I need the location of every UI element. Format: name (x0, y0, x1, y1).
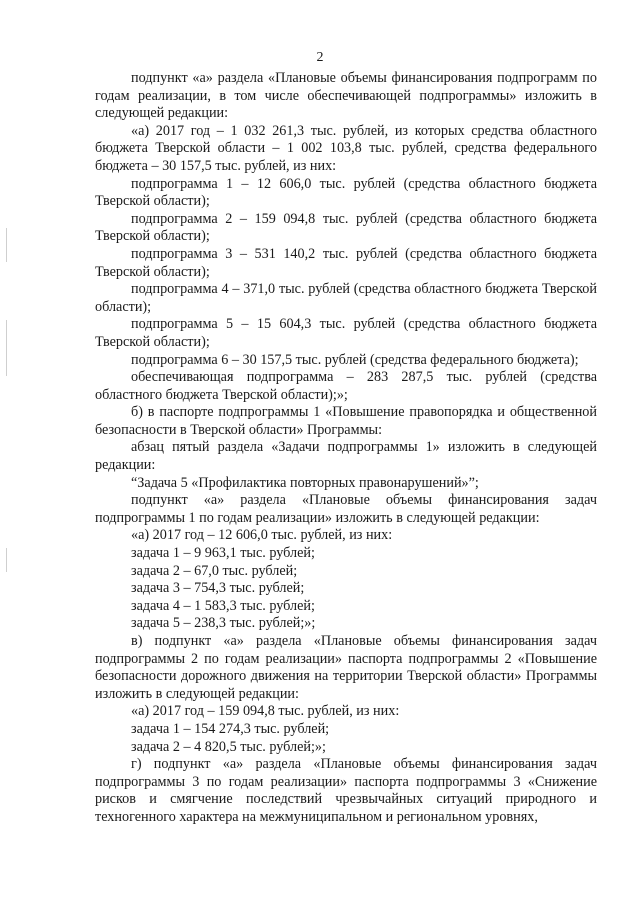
scan-edge-mark (6, 228, 7, 262)
paragraph: «а) 2017 год – 12 606,0 тыс. рублей, из них: (131, 527, 393, 544)
paragraph: б) в паспорте подпрограммы 1 «Повышение правопорядка и общественной безопасности в Тверской области» Программы: (95, 404, 597, 438)
paragraph: «а) 2017 год – 1 032 261,3 тыс. рублей, из которых средства областного бюджета Тверской области – 1 002 103,8 тыс. рублей, средства федерального бюджета – 30 157,5 тыс. рублей, из них: (95, 122, 597, 174)
paragraph: «а) 2017 год – 159 094,8 тыс. рублей, из них: (131, 703, 400, 720)
paragraph: задача 4 – 1 583,3 тыс. рублей; (131, 597, 315, 614)
paragraph: подпрограмма 5 – 15 604,3 тыс. рублей (средства областного бюджета Тверской области); (95, 316, 597, 350)
paragraph: задача 1 – 154 274,3 тыс. рублей; (131, 720, 330, 737)
document-body (95, 70, 597, 827)
paragraph: подпрограмма 4 – 371,0 тыс. рублей (средства областного бюджета Тверской области); (95, 281, 597, 315)
paragraph: задача 2 – 67,0 тыс. рублей; (131, 562, 298, 579)
scan-edge-mark (6, 548, 7, 572)
paragraph: г) подпункт «а» раздела «Плановые объемы финансирования задач подпрограммы 3 по годам реализации» паспорта подпрограммы 3 «Снижение рисков и смягчение последствий чрезвычайных ситуаций природного и техногенного характера на межмуниципальном и региональном уровнях, (95, 756, 597, 825)
paragraph: абзац пятый раздела «Задачи подпрограммы 1» изложить в следующей редакции: (95, 439, 597, 474)
paragraph: задача 1 – 9 963,1 тыс. рублей; (131, 545, 315, 562)
paragraph: задача 5 – 238,3 тыс. рублей;»; (131, 615, 316, 632)
paragraph: подпрограмма 6 – 30 157,5 тыс. рублей (средства федерального бюджета); (131, 351, 579, 368)
paragraph: подпрограмма 1 – 12 606,0 тыс. рублей (средства областного бюджета Тверской области); (95, 175, 597, 210)
paragraph: задача 3 – 754,3 тыс. рублей; (131, 580, 305, 597)
paragraph: подпрограмма 2 – 159 094,8 тыс. рублей (средства областного бюджета Тверской области); (95, 210, 597, 245)
page-number: 2 (316, 50, 324, 65)
paragraph: “Задача 5 «Профилактика повторных правонарушений»”; (131, 474, 479, 491)
paragraph: подпрограмма 3 – 531 140,2 тыс. рублей (средства областного бюджета Тверской области); (95, 245, 597, 280)
paragraph: задача 2 – 4 820,5 тыс. рублей;»; (131, 738, 326, 755)
paragraph: подпункт «а» раздела «Плановые объемы финансирования подпрограмм по годам реализации, в том числе обеспечивающей подпрограммы» изложить в следующей редакции: (95, 70, 597, 122)
scan-edge-mark (6, 320, 7, 376)
paragraph: обеспечивающая подпрограмма – 283 287,5 тыс. рублей (средства областного бюджета Тверской области);»; (95, 369, 597, 403)
paragraph: подпункт «а» раздела «Плановые объемы финансирования задач подпрограммы 1 по годам реализации» изложить в следующей редакции: (95, 492, 597, 526)
paragraph: в) подпункт «а» раздела «Плановые объемы финансирования задач подпрограммы 2 по годам реализации» паспорта подпрограммы 2 «Повышение безопасности дорожного движения на территории Тверской области» Программы изложить в следующей редакции: (95, 633, 597, 702)
